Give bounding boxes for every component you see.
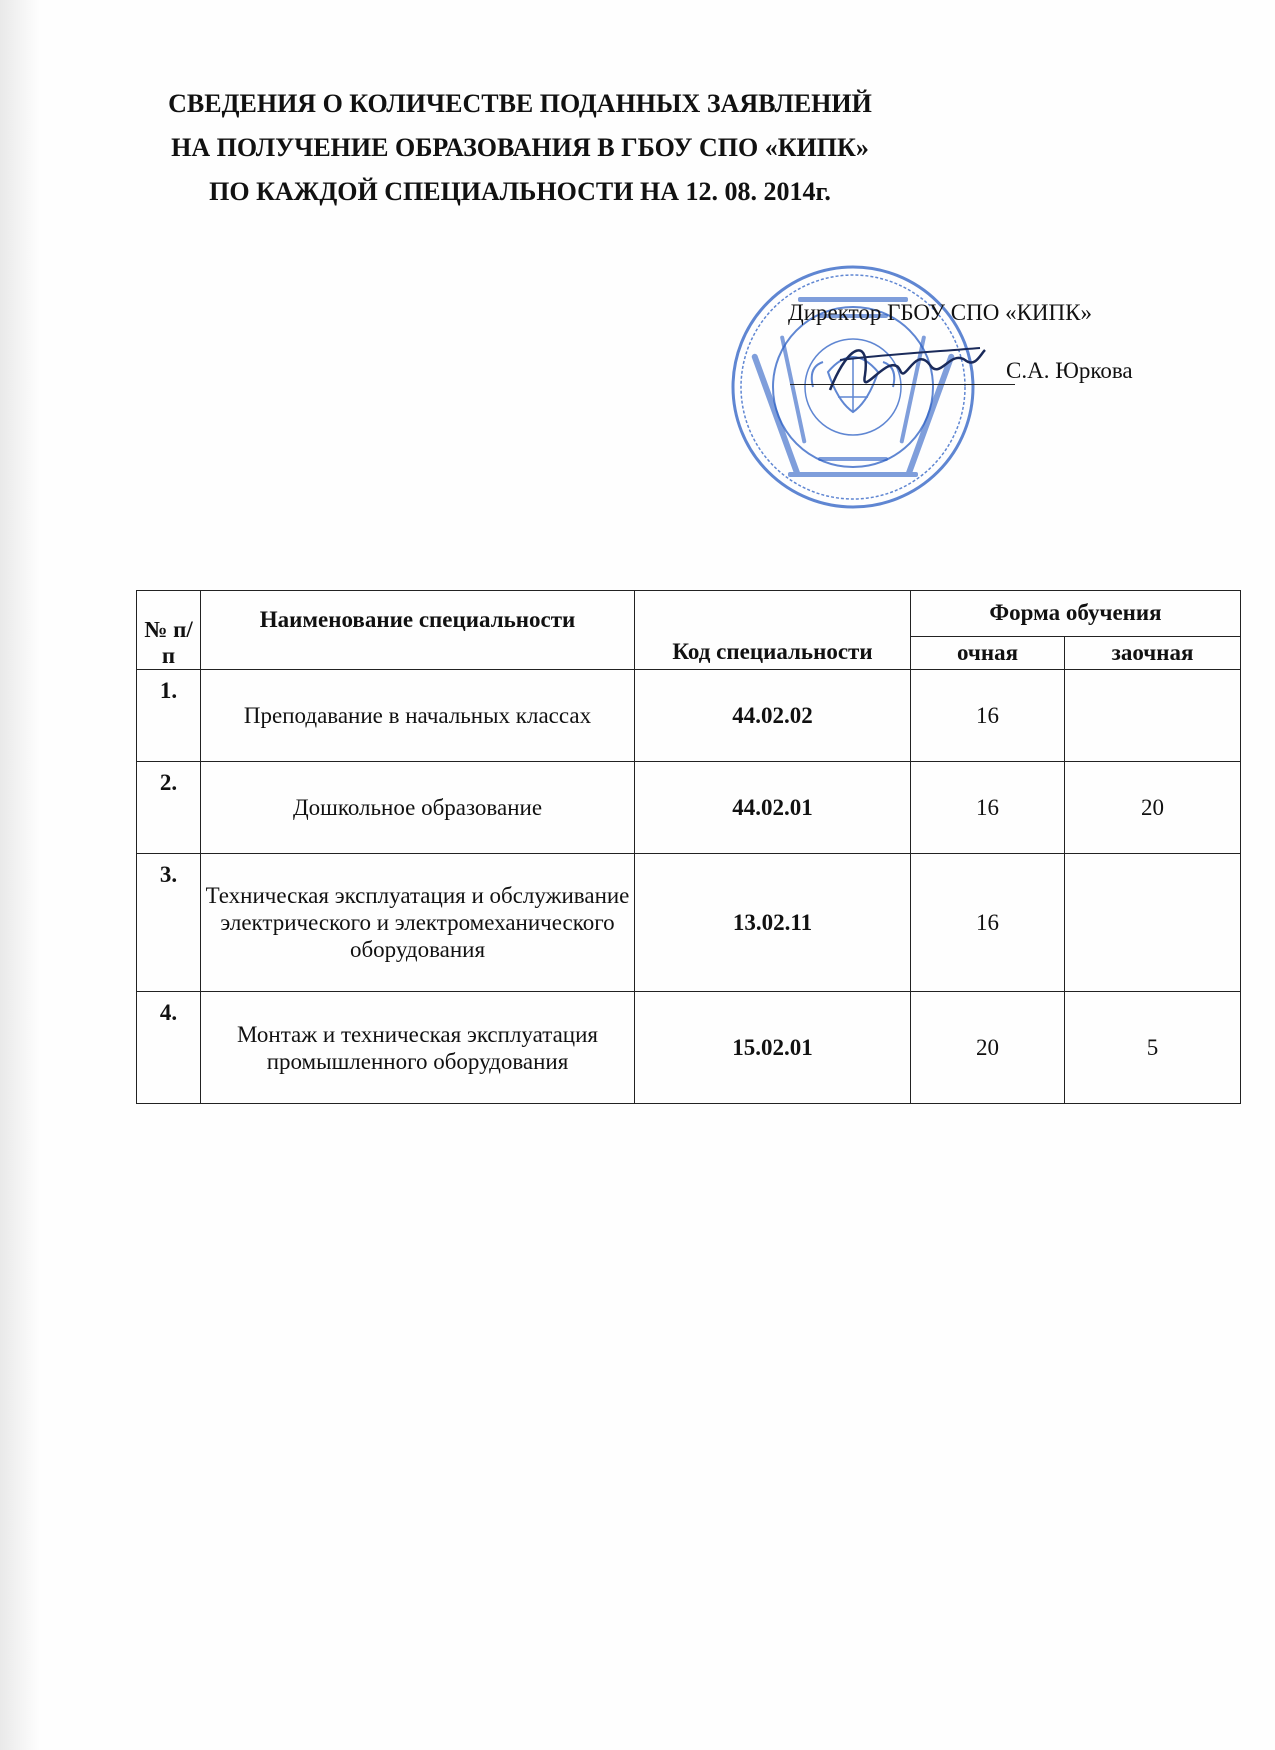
fulltime-count: 16 <box>911 854 1065 992</box>
approval-position: Директор ГБОУ СПО «КИПК» <box>788 300 1092 325</box>
signature-line <box>790 384 1015 385</box>
header-parttime: заочная <box>1065 636 1241 669</box>
specialty-code: 44.02.02 <box>635 670 911 762</box>
fulltime-count: 20 <box>911 992 1065 1104</box>
row-number: 1. <box>137 670 201 762</box>
parttime-count <box>1065 854 1241 992</box>
header-study-form: Форма обучения <box>911 591 1241 637</box>
document-title <box>140 82 900 214</box>
specialty-code: 13.02.11 <box>635 854 911 992</box>
scan-edge-shadow <box>0 0 40 1750</box>
row-number: 4. <box>137 992 201 1104</box>
title-line-3: ПО КАЖДОЙ СПЕЦИАЛЬНОСТИ НА 12. 08. 2014г. <box>209 177 831 206</box>
specialty-code: 15.02.01 <box>635 992 911 1104</box>
specialty-code: 44.02.01 <box>635 762 911 854</box>
header-fulltime: очная <box>911 636 1065 669</box>
table-row <box>137 992 1241 1104</box>
parttime-count: 20 <box>1065 762 1241 854</box>
table-row <box>137 854 1241 992</box>
table-row <box>137 670 1241 762</box>
parttime-count <box>1065 670 1241 762</box>
specialty-name: Монтаж и техническая эксплуатация промышленного оборудования <box>201 992 635 1104</box>
header-specialty-code: Код специальности <box>635 591 911 670</box>
handwritten-signature-icon <box>820 330 990 410</box>
approver-name: С.А. Юркова <box>1006 358 1133 383</box>
row-number: 3. <box>137 854 201 992</box>
title-line-2: НА ПОЛУЧЕНИЕ ОБРАЗОВАНИЯ В ГБОУ СПО «КИПК» <box>171 133 869 162</box>
applications-table <box>136 590 1241 1104</box>
row-number: 2. <box>137 762 201 854</box>
fulltime-count: 16 <box>911 762 1065 854</box>
title-line-1: СВЕДЕНИЯ О КОЛИЧЕСТВЕ ПОДАННЫХ ЗАЯВЛЕНИЙ <box>168 89 872 118</box>
header-specialty-name: Наименование специальности <box>201 591 635 670</box>
specialty-name: Преподавание в начальных классах <box>201 670 635 762</box>
parttime-count: 5 <box>1065 992 1241 1104</box>
table-row <box>137 762 1241 854</box>
header-number: № п/п <box>137 591 201 670</box>
specialty-name: Техническая эксплуатация и обслуживание электрического и электромеханического оборудования <box>201 854 635 992</box>
specialty-name: Дошкольное образование <box>201 762 635 854</box>
fulltime-count: 16 <box>911 670 1065 762</box>
